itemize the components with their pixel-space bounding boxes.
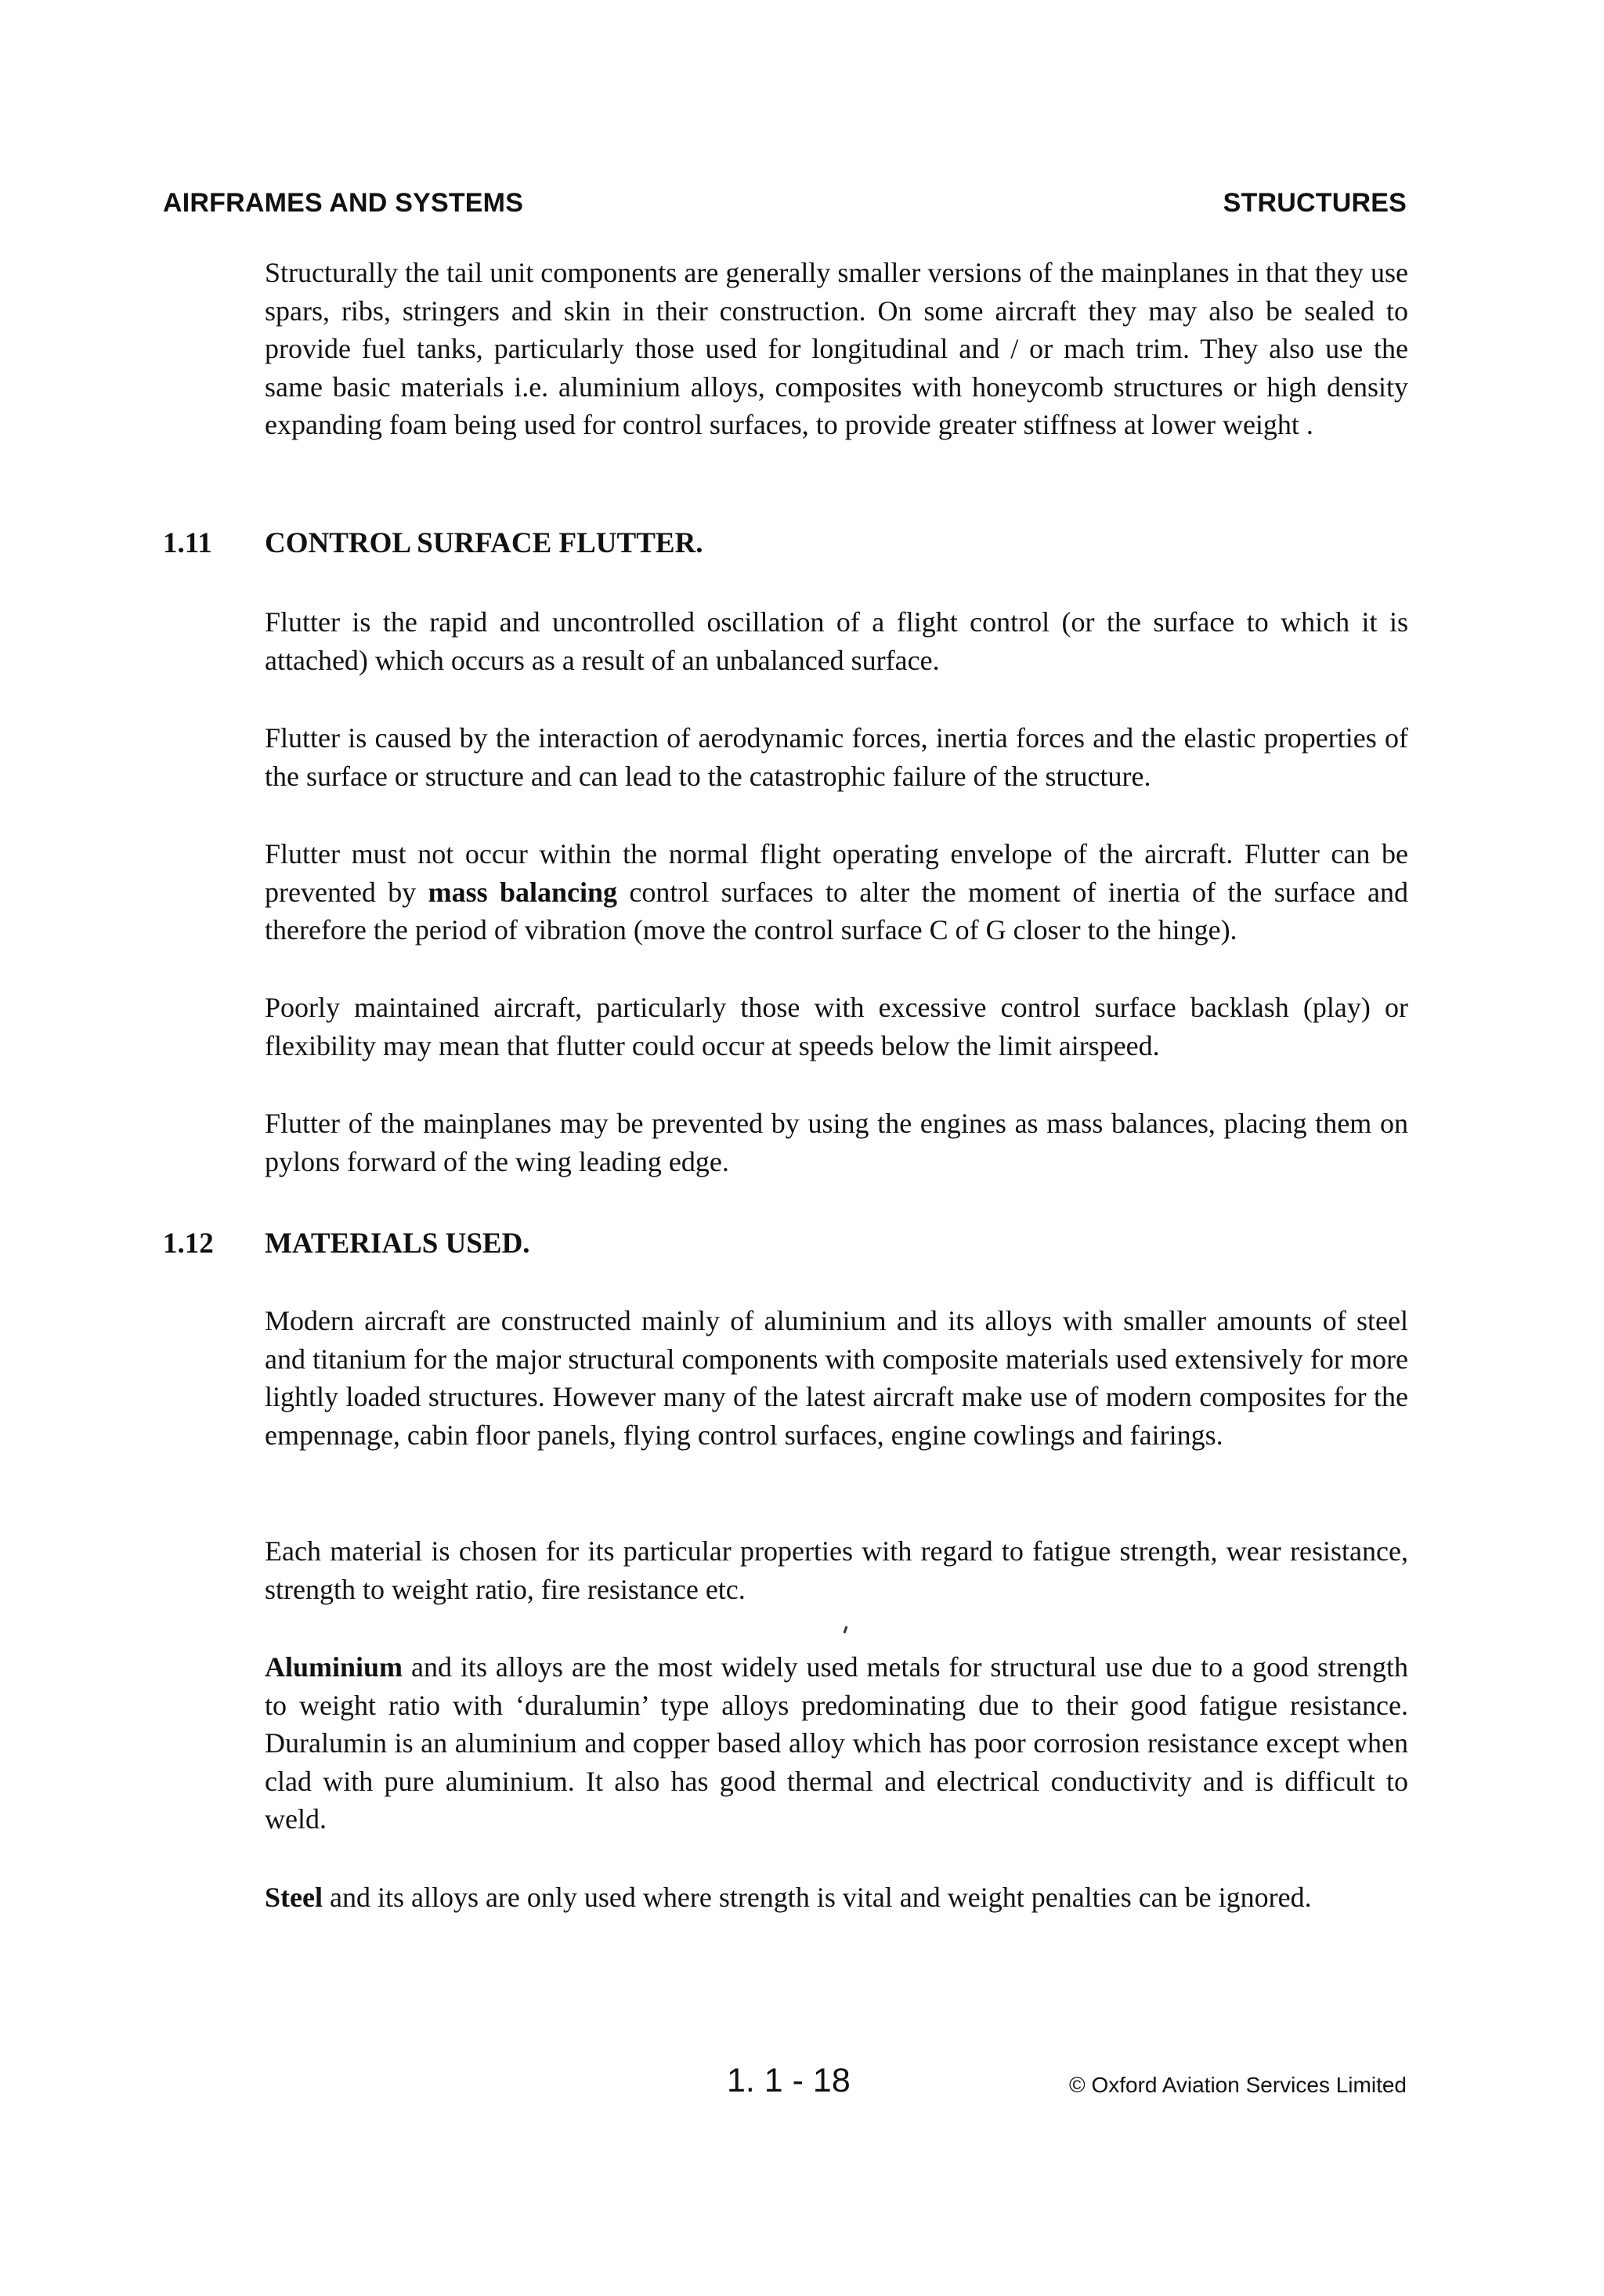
section-number: 1.11 <box>163 527 212 559</box>
paragraph: Flutter is caused by the interaction of aerodynamic forces, inertia forces and the elastic properties of the surface or structure and can lead to the catastrophic failure of the structure. <box>265 722 1408 792</box>
intro-paragraph: Structurally the tail unit components are generally smaller versions of the mainplanes in that they use spars, ribs, stringers and skin in their construction. On some aircraft they may also be sealed to provide fuel tanks, particularly those used for longitudinal and / or mach trim. They also use the same basic materials i.e. aluminium alloys, composites with honeycomb structures or high density expanding foam being used for control surfaces, to provide greater stiffness at lower weight . <box>265 257 1408 440</box>
page-number: 1. 1 - 18 <box>727 2062 851 2099</box>
paragraph: Flutter of the mainplanes may be prevented by using the engines as mass balances, placing them on pylons forward of the wing leading edge. <box>265 1108 1408 1177</box>
paragraph: Modern aircraft are constructed mainly of aluminium and its alloys with smaller amounts of steel and titanium for the major structural components with composite materials used extensively for more lightly loaded structures. However many of the latest aircraft make use of modern composites for the empennage, cabin floor panels, flying control surfaces, engine cowlings and fairings. <box>265 1305 1408 1451</box>
section-title: MATERIALS USED. <box>265 1228 530 1260</box>
text-run: Flutter must not occur within the normal flight operating envelope of the aircraft. Flutter can be prevented by <box>265 838 1408 908</box>
text-run: control surfaces to alter the moment of inertia of the surface and therefore the period of vibration (move the control surface C of G closer to the hinge). <box>265 876 1408 946</box>
paragraph <box>265 835 1408 949</box>
paragraph <box>265 1648 1408 1839</box>
paragraph: Flutter is the rapid and uncontrolled oscillation of a flight control (or the surface to which it is attached) which occurs as a result of an unbalanced surface. <box>265 606 1408 676</box>
paragraph: Each material is chosen for its particular properties with regard to fatigue strength, wear resistance, strength to weight ratio, fire resistance etc. <box>265 1535 1408 1605</box>
text-run: and its alloys are only used where strength is vital and weight penalties can be ignored. <box>322 1882 1312 1913</box>
section-title: CONTROL SURFACE FLUTTER. <box>265 527 703 559</box>
text-run: and its alloys are the most widely used metals for structural use due to a good strength to weight ratio with ‘duralumin’ type alloys predominating due to their good fatigue resistance. Duralumin is an aluminium and copper based alloy which has poor corrosion resistance except when clad with pure aluminium. It also has good thermal and electrical conductivity and is difficult to weld. <box>265 1651 1408 1835</box>
scan-speck <box>844 1626 848 1633</box>
running-header-left: AIRFRAMES AND SYSTEMS <box>163 188 524 218</box>
section-number: 1.12 <box>163 1228 214 1260</box>
copyright-notice: © Oxford Aviation Services Limited <box>1069 2073 1407 2097</box>
bold-term: Aluminium <box>265 1651 403 1683</box>
paragraph: Poorly maintained aircraft, particularly those with excessive control surface backlash (play) or flexibility may mean that flutter could occur at speeds below the limit airspeed. <box>265 992 1408 1061</box>
bold-term: Steel <box>265 1882 323 1913</box>
bold-term: mass balancing <box>428 876 618 908</box>
paragraph <box>265 1878 1408 1917</box>
running-header-right: STRUCTURES <box>1223 188 1407 218</box>
